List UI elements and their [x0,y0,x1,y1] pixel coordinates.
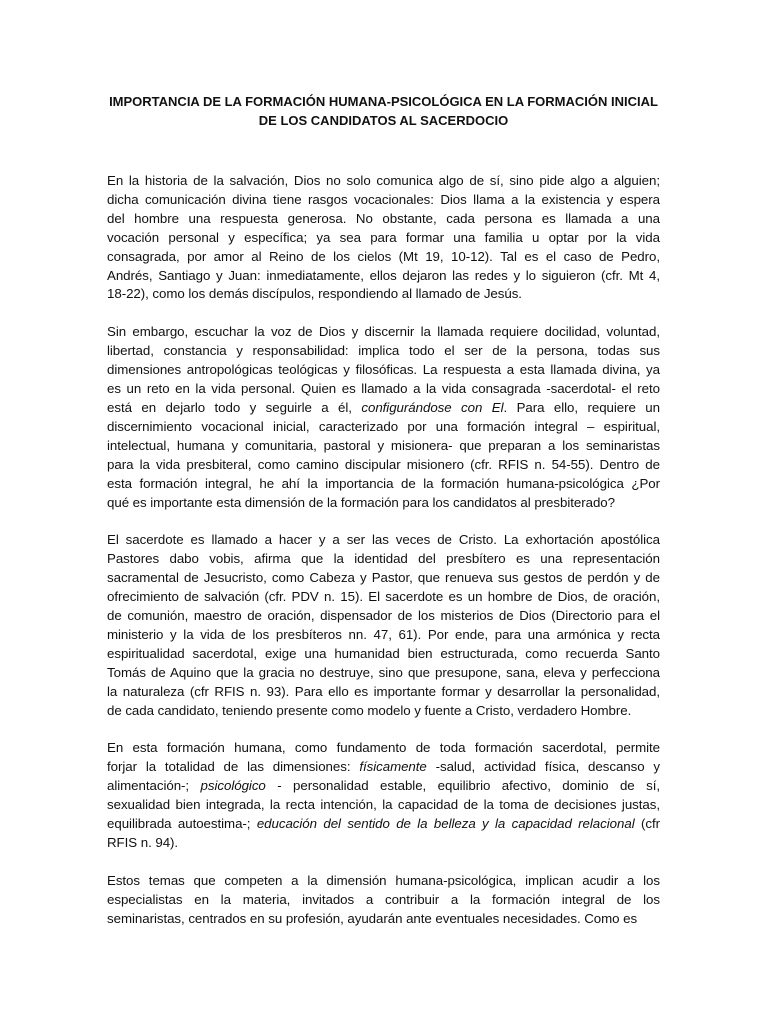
paragraph-line: del hombre una respuesta generosa. No obstante, cada persona es llamada a una [107,210,660,226]
paragraph-line: qué es importante esta dimensión de la formación para los candidatos al presbiterado? [107,494,615,510]
paragraph [107,172,660,304]
paragraph-line: intelectual, humana y comunitaria, pastoral y misionera- que preparan a los seminaristas [107,437,660,453]
paragraph-line: equilibrada autoestima-; educación del sentido de la belleza y la capacidad relacional (cfr [107,816,660,832]
paragraph-line: En esta formación humana, como fundamento de toda formación sacerdotal, permite [107,740,660,756]
paragraph-line: sexualidad bien integrada, la recta intención, la capacidad de la toma de decisiones justas, [107,797,660,813]
paragraph-line: está en dejarlo todo y seguirle a él, configurándose con El. Para ello, requiere un [107,399,661,415]
paragraph-line: dicha comunicación divina tiene rasgos vocacionales: Dios llama a la existencia y espera [107,191,660,207]
paragraph-line: ofrecimiento de salvación (cfr. PDV n. 15). El sacerdote es un hombre de Dios, de oración, [107,589,660,605]
paragraph [107,323,660,512]
paragraph-line: libertad, constancia y responsabilidad: implica todo el ser de la persona, todas sus [107,343,660,359]
title-line: IMPORTANCIA DE LA FORMACIÓN HUMANA-PSICOLÓGICA EN LA FORMACIÓN INICIAL [109,94,658,109]
paragraph-line: dimensiones antropológicas teológicas y filosóficas. La respuesta a esta llamada divina, ya [107,362,660,378]
title-line: DE LOS CANDIDATOS AL SACERDOCIO [258,113,509,128]
paragraph-line: espiritualidad sacerdotal, exige una humanidad bien estructurada, como recuerda Santo [107,645,660,661]
paragraph-line: vocación personal y específica; ya sea para formar una familia u optar por la vida [107,229,660,245]
paragraph-line: de cada candidato, teniendo presente como modelo y fuente a Cristo, verdadero Hombre. [107,702,632,718]
paragraph-line: para la vida presbiteral, como camino discipular misionero (cfr. RFIS n. 54-55). Dentro de [107,456,660,472]
paragraph-line: consagrada, por amor al Reino de los cielos (Mt 19, 10-12). Tal es el caso de Pedro, [107,248,660,264]
emphasis-text: físicamente [359,759,427,775]
emphasis-text: configurándose con El [361,399,504,415]
emphasis-text: educación del sentido de la belleza y la capacidad relacional [256,816,635,832]
paragraph-line: Sin embargo, escuchar la voz de Dios y discernir la llamada requiere docilidad, voluntad, [107,324,660,340]
paragraph-line: Estos temas que competen a la dimensión humana-psicológica, implican acudir a los [107,872,660,888]
paragraph-line: El sacerdote es llamado a hacer y a ser las veces de Cristo. La exhortación apostólica [107,532,660,548]
paragraph-line: seminaristas, centrados en su profesión, ayudarán ante eventuales necesidades. Como es [107,910,638,926]
paragraph-line: especialistas en la materia, invitados a contribuir a la formación integral de los [107,891,660,907]
paragraph [107,739,660,852]
paragraph-line: sacramental de Jesucristo, como Cabeza y Pastor, que renueva sus gestos de perdón y de [107,570,660,586]
paragraph-line: forjar la totalidad de las dimensiones: físicamente -salud, actividad física, descanso y [107,759,661,775]
paragraph-line: RFIS n. 94). [107,835,179,850]
emphasis-text: psicológico [200,778,266,794]
paragraph-line: En la historia de la salvación, Dios no solo comunica algo de sí, sino pide algo a alguien; [107,173,660,188]
paragraph-line: de comunión, maestro de oración, dispensador de los misterios de Dios (Directorio para el [107,608,660,624]
document-page [107,92,660,948]
paragraph-line: esta formación integral, he ahí la importancia de la formación humana-psicológica ¿Por [107,475,660,491]
paragraph [107,531,660,720]
paragraph-line: es un reto en la vida personal. Quien es llamado a la vida consagrada -sacerdotal- el reto [107,381,660,397]
paragraph [107,872,660,929]
paragraph-line: Tomás de Aquino que la gracia no destruye, sino que presupone, sana, eleva y perfecciona [107,664,660,680]
paragraph-line: ministerio y la vida de los presbíteros nn. 47, 61). Por ende, para una armónica y recta [107,626,660,642]
paragraph-line: 18-22), como los demás discípulos, respondiendo al llamado de Jesús. [107,286,522,302]
paragraph-line: Pastores dabo vobis, afirma que la identidad del presbítero es una representación [107,551,660,567]
document-title [107,92,660,130]
paragraph-line: discernimiento vocacional inicial, caracterizado por una formación integral – espiritual, [107,418,660,434]
document-body [107,172,660,929]
paragraph-line: la naturaleza (cfr RFIS n. 93). Para ello es importante formar y desarrollar la personalidad, [107,683,660,699]
paragraph-line: alimentación-; psicológico - personalidad estable, equilibrio afectivo, dominio de sí, [107,778,660,794]
paragraph-line: Andrés, Santiago y Juan: inmediatamente, ellos dejaron las redes y lo siguieron (cfr. Mt 4, [107,267,660,283]
